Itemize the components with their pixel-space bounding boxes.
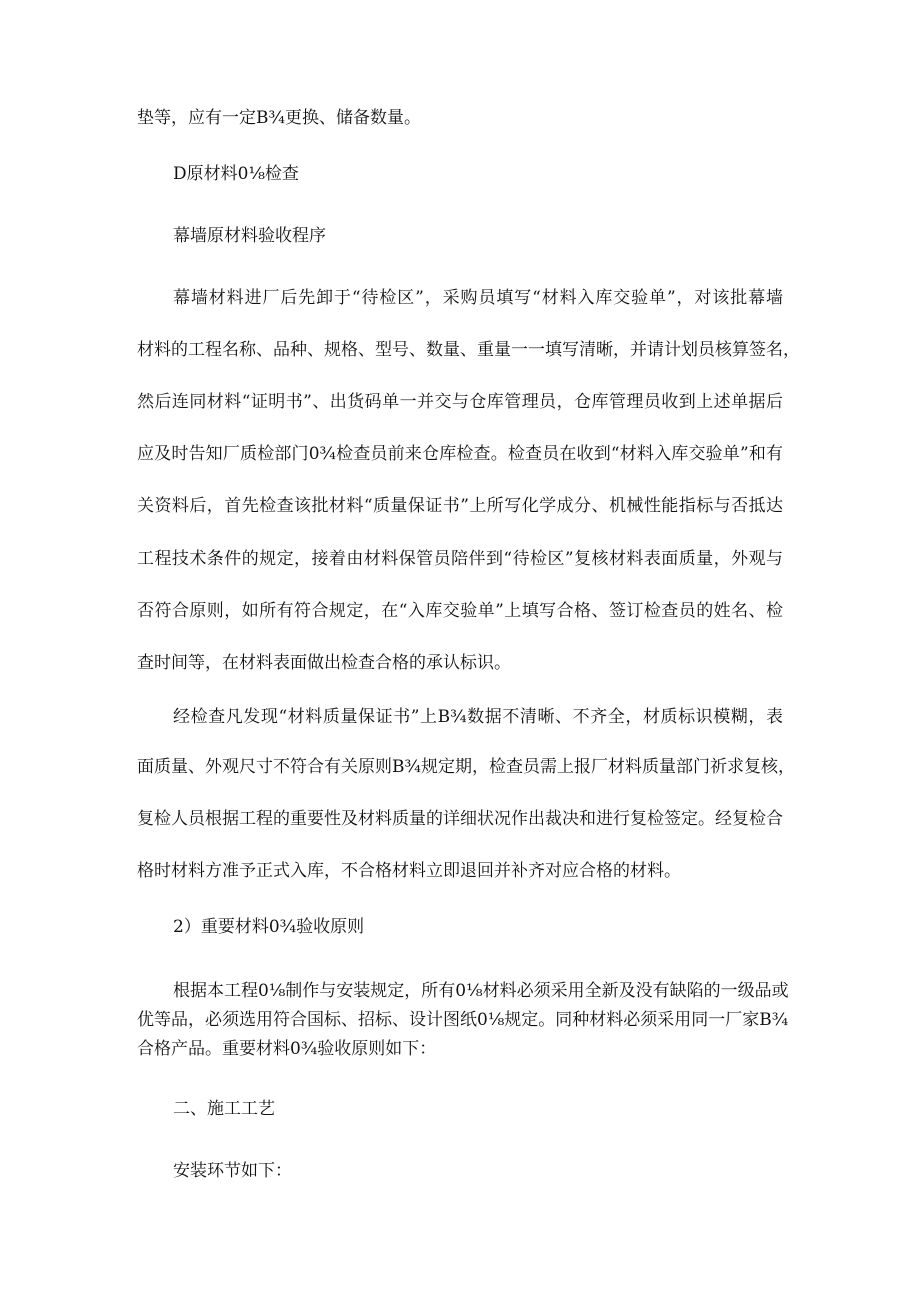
section-heading: 幕墙原材料验收程序 bbox=[173, 226, 326, 246]
paragraph-line: 然后连同材料“证明书”、出货码单一并交与仓库管理员，仓库管理员收到上述单据后 bbox=[137, 392, 783, 412]
section-heading: 2）重要材料0¾验收原则 bbox=[173, 917, 365, 937]
paragraph-line: 面质量、外观尺寸不符合有关原则B¾规定期，检查员需上报厂材料质量部门祈求复核， bbox=[137, 757, 795, 777]
paragraph-line: 材料的工程名称、品种、规格、型号、数量、重量一一填写清晰，并请计划员核算签名， bbox=[137, 340, 800, 360]
paragraph-line: 查时间等，在材料表面做出检查合格的承认标识。 bbox=[137, 653, 511, 673]
paragraph-line: 关资料后，首先检查该批材料“质量保证书”上所写化学成分、机械性能指标与否抵达 bbox=[137, 496, 783, 516]
paragraph-line: 格时材料方准予正式入库，不合格材料立即退回并补齐对应合格的材料。 bbox=[137, 861, 681, 881]
paragraph-line: 应及时告知厂质检部门0¾检查员前来仓库检查。检查员在收到“材料入库交验单”和有 bbox=[137, 444, 783, 464]
paragraph-line: 幕墙材料进厂后先卸于“待检区”，采购员填写“材料入库交验单”，对该批幕墙 bbox=[173, 288, 783, 308]
paragraph-line: 否符合原则，如所有符合规定，在“入库交验单”上填写合格、签订检查员的姓名、检 bbox=[137, 601, 783, 621]
paragraph-line: 安装环节如下： bbox=[173, 1161, 292, 1181]
paragraph-line: 合格产品。重要材料0¾验收原则如下： bbox=[137, 1039, 437, 1059]
paragraph-line: 工程技术条件的规定，接着由材料保管员陪伴到“待检区”复核材料表面质量，外观与 bbox=[137, 549, 783, 569]
paragraph-line: 优等品，必须选用符合国标、招标、设计图纸0⅛规定。同种材料必须采用同一厂家B¾ bbox=[137, 1010, 789, 1030]
section-heading: D原材料0⅛检查 bbox=[173, 164, 299, 184]
paragraph-line: 根据本工程0⅛制作与安装规定，所有0⅛材料必须采用全新及没有缺陷的一级品或 bbox=[173, 981, 789, 1001]
paragraph-line: 经检查凡发现“材料质量保证书”上B¾数据不清晰、不齐全，材质标识模糊，表 bbox=[173, 707, 783, 727]
paragraph-line: 垫等，应有一定B¾更换、储备数量。 bbox=[137, 108, 421, 128]
paragraph-line: 复检人员根据工程的重要性及材料质量的详细状况作出裁决和进行复检签定。经复检合 bbox=[137, 809, 783, 829]
section-heading: 二、施工工艺 bbox=[173, 1099, 275, 1119]
